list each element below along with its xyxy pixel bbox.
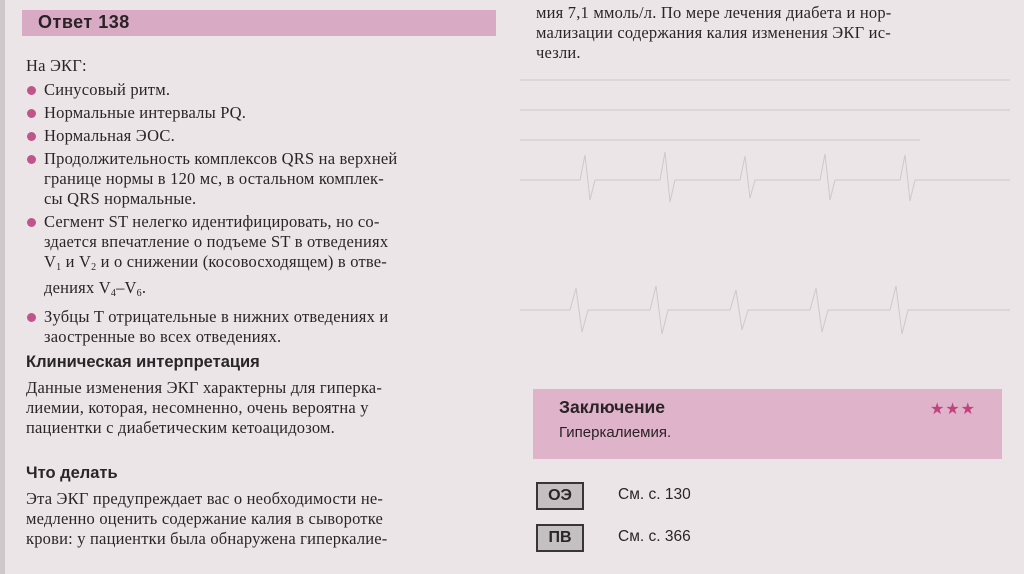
lead-label: и V	[61, 252, 92, 271]
finding-line: Сегмент ST нелегко идентифицировать, но со-	[44, 212, 380, 231]
reference-badge: ПВ	[536, 524, 584, 552]
todo-heading: Что делать	[26, 464, 118, 482]
text-line: медленно оценить содержание калия в сыворотке	[26, 509, 384, 528]
interpretation-text	[26, 378, 502, 438]
lead-subscript: 6	[136, 288, 142, 299]
bullet-icon	[27, 155, 36, 164]
reference-text: См. с. 130	[618, 486, 691, 503]
text-line: чезли.	[536, 43, 581, 62]
lead-subscript: 4	[110, 288, 117, 299]
bullet-icon	[27, 86, 36, 95]
finding-item	[26, 126, 502, 146]
finding-line	[44, 278, 502, 304]
finding-line: сы QRS нормальные.	[44, 189, 197, 208]
text-line: пациентки с диабетическим кетоацидозом.	[26, 418, 335, 437]
finding-item	[26, 212, 502, 304]
ecg-findings-list	[26, 80, 502, 347]
finding-line: Зубцы T отрицательные в нижних отведениях и	[44, 307, 389, 326]
lead-subscript: 2	[91, 262, 97, 273]
finding-item	[26, 103, 502, 123]
conclusion-text: Гиперкалиемия.	[559, 424, 672, 441]
interpretation-heading: Клиническая интерпретация	[26, 353, 260, 371]
finding-text: и о снижении (косовосходящем) в отве-	[96, 252, 387, 271]
finding-text: Синусовый ритм.	[44, 80, 171, 99]
finding-line: здается впечатление о подъеме ST в отведениях	[44, 232, 389, 251]
finding-line	[44, 252, 502, 278]
finding-text: .	[141, 278, 147, 297]
text-line: крови: у пациентки была обнаружена гиперкалие-	[26, 529, 388, 548]
conclusion-box	[533, 389, 1002, 459]
lead-label: –V	[116, 278, 137, 297]
text-line: Данные изменения ЭКГ характерны для гиперка-	[26, 378, 383, 397]
text-line: мия 7,1 ммоль/л. По мере лечения диабета и нор-	[536, 3, 892, 22]
finding-item	[26, 149, 502, 209]
lead-label: V	[44, 252, 57, 271]
difficulty-stars-icon: ★★★	[929, 399, 976, 418]
text-line: лиемии, которая, несомненно, очень вероятна у	[26, 398, 369, 417]
continuation-text	[536, 3, 1016, 63]
finding-line: границе нормы в 120 мс, в остальном комплек-	[44, 169, 384, 188]
todo-text	[26, 489, 502, 549]
finding-text: Нормальная ЭОС.	[44, 126, 175, 145]
text-line: мализации содержания калия изменения ЭКГ ис-	[536, 23, 891, 42]
bullet-icon	[27, 132, 36, 141]
ecg-intro: На ЭКГ:	[26, 56, 87, 75]
page-edge	[0, 0, 5, 574]
finding-item	[26, 80, 502, 100]
finding-text: Нормальные интервалы PQ.	[44, 103, 247, 122]
reference-badge: ОЭ	[536, 482, 584, 510]
bullet-icon	[27, 109, 36, 118]
finding-line: Продолжительность комплексов QRS на верхней	[44, 149, 398, 168]
answer-title: Ответ 138	[38, 12, 130, 32]
lead-subscript: 1	[56, 262, 62, 273]
bullet-icon	[27, 313, 36, 322]
text-line: Эта ЭКГ предупреждает вас о необходимости не-	[26, 489, 384, 508]
finding-line: заостренные во всех отведениях.	[44, 327, 282, 346]
reference-text: См. с. 366	[618, 528, 691, 545]
conclusion-title: Заключение	[559, 397, 666, 417]
finding-text: дениях V	[44, 278, 111, 297]
bullet-icon	[27, 218, 36, 227]
finding-item	[26, 307, 502, 347]
answer-header	[22, 10, 496, 36]
bleed-through-ecg	[520, 60, 1010, 380]
